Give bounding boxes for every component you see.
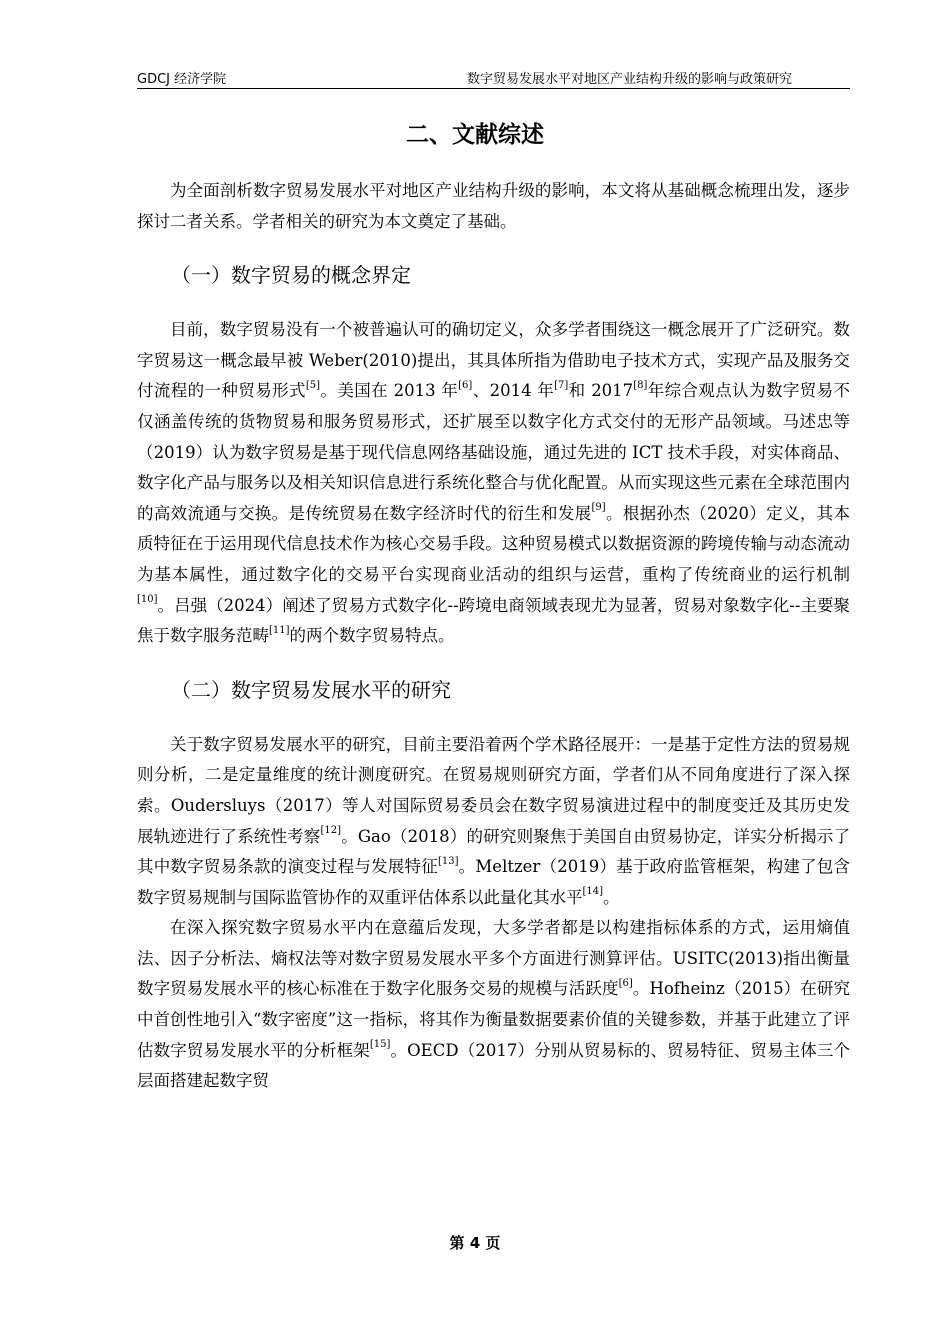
text-run: 。Gao（2018）的研究则聚焦于美国自由贸易协定，详实分析揭示了其中数字贸易条款的演变过程与发展特征: [137, 826, 850, 877]
citation-ref: [8]: [633, 379, 648, 391]
text-run: 。根据孙杰（2020）定义，其本质特征在于运用现代信息技术作为核心交易手段。这种贸易模式以数据资源的跨境传输与动态流动为基本属性，通过数字化的交易平台实现商业活动的组织与运营，重构了传统商业的运行机制: [137, 503, 850, 584]
citation-ref: [9]: [591, 502, 606, 514]
section-heading-concept: （一）数字贸易的概念界定: [171, 263, 411, 288]
intro-paragraph: 为全面剖析数字贸易发展水平对地区产业结构升级的影响，本文将从基础概念梳理出发，逐步探讨二者关系。学者相关的研究为本文奠定了基础。: [137, 181, 850, 231]
text-run: 。OECD（2017）分别从贸易标的、贸易特征、贸易主体三个层面搭建起数字贸: [137, 1040, 850, 1091]
text-run: 和 2017: [568, 381, 634, 401]
citation-ref: [15]: [369, 1039, 391, 1051]
text-run: 。吕强（2024）阐述了贸易方式数字化--跨境电商领域表现尤为显著，贸易对象数字化--主要聚焦于数字服务范畴: [137, 595, 850, 646]
citation-ref: [14]: [582, 886, 604, 898]
citation-ref: [12]: [320, 825, 342, 836]
text-run: 。Meltzer（2019）基于政府监管框架，构建了包含数字贸易规制与国际监管协作的双重评估体系以此量化其水平: [137, 857, 851, 907]
citation-ref: [7]: [554, 379, 569, 391]
text-run: 。Hofheinz（2015）在研究中首创性地引入“数字密度”这一指标，将其作为衡量数据要素价值的关键参数，并基于此建立了评估数字贸易发展水平的分析框架: [137, 979, 850, 1060]
running-header: [137, 66, 850, 89]
citation-ref: [13]: [437, 855, 459, 867]
paragraph-research-paths: [137, 730, 850, 914]
citation-ref: [6]: [618, 977, 633, 989]
text-run: 。美国在 2013 年: [320, 381, 459, 401]
citation-ref: [6]: [458, 379, 473, 391]
text-run: 年综合观点认为数字贸易不仅涵盖传统的货物贸易和服务贸易形式，还扩展至以数字化方式交付的无形产品领域。马述忠等（2019）认为数字贸易是基于现代信息网络基础设施，通过先进的 ICT 技术手段，对实体商品、数字化产品与服务以及相关知识信息进行系统化整合与优化配置。从而实现这些元素在全球范围内的高效流通与交换。是传统贸易在数字经济时代的衍生和发展: [137, 381, 851, 523]
citation-ref: [10]: [137, 594, 158, 606]
citation-ref: [11]: [269, 624, 290, 636]
page-body: [137, 176, 850, 1097]
text-run: 关于数字贸易发展水平的研究，目前主要沿着两个学术路径展开：一是基于定性方法的贸易规则分析，二是定量维度的统计测度研究。在贸易规则研究方面，学者们从不同角度进行了深入探索。Oudersluys（2017）等人对国际贸易委员会在数字贸易演进过程中的制度变迁及其历史发展轨迹进行了系统性考察: [137, 734, 850, 846]
page-number: 第 4 页: [449, 1234, 501, 1252]
text-run: 、2014 年: [472, 381, 555, 401]
citation-ref: [5]: [305, 379, 321, 391]
paragraph-concept-definition: [137, 315, 850, 652]
header-institution: GDCJ 经济学院: [137, 72, 227, 87]
text-run: 的两个数字贸易特点。: [289, 626, 455, 646]
text-run: 目前，数字贸易没有一个被普遍认可的确切定义，众多学者围绕这一概念展开了广泛研究。数字贸易这一概念最早被 Weber(2010)提出，其具体所指为借助电子技术方式，实现产品及服务交付流程的一种贸易形式: [137, 320, 850, 401]
section-heading-development-level: （二）数字贸易发展水平的研究: [171, 677, 451, 702]
text-run: 在深入探究数字贸易水平内在意蕴后发现，大多学者都是以构建指标体系的方式，运用熵值法、因子分析法、熵权法等对数字贸易发展水平多个方面进行测算评估。USITC(2013)指出衡量数字贸易发展水平的核心标准在于数字化服务交易的规模与活跃度: [137, 918, 850, 999]
text-run: 。: [603, 887, 620, 907]
paragraph-indicator-systems: [137, 913, 850, 1097]
header-paper-title: 数字贸易发展水平对地区产业结构升级的影响与政策研究: [466, 72, 792, 87]
chapter-title: 二、文献综述: [406, 122, 544, 148]
